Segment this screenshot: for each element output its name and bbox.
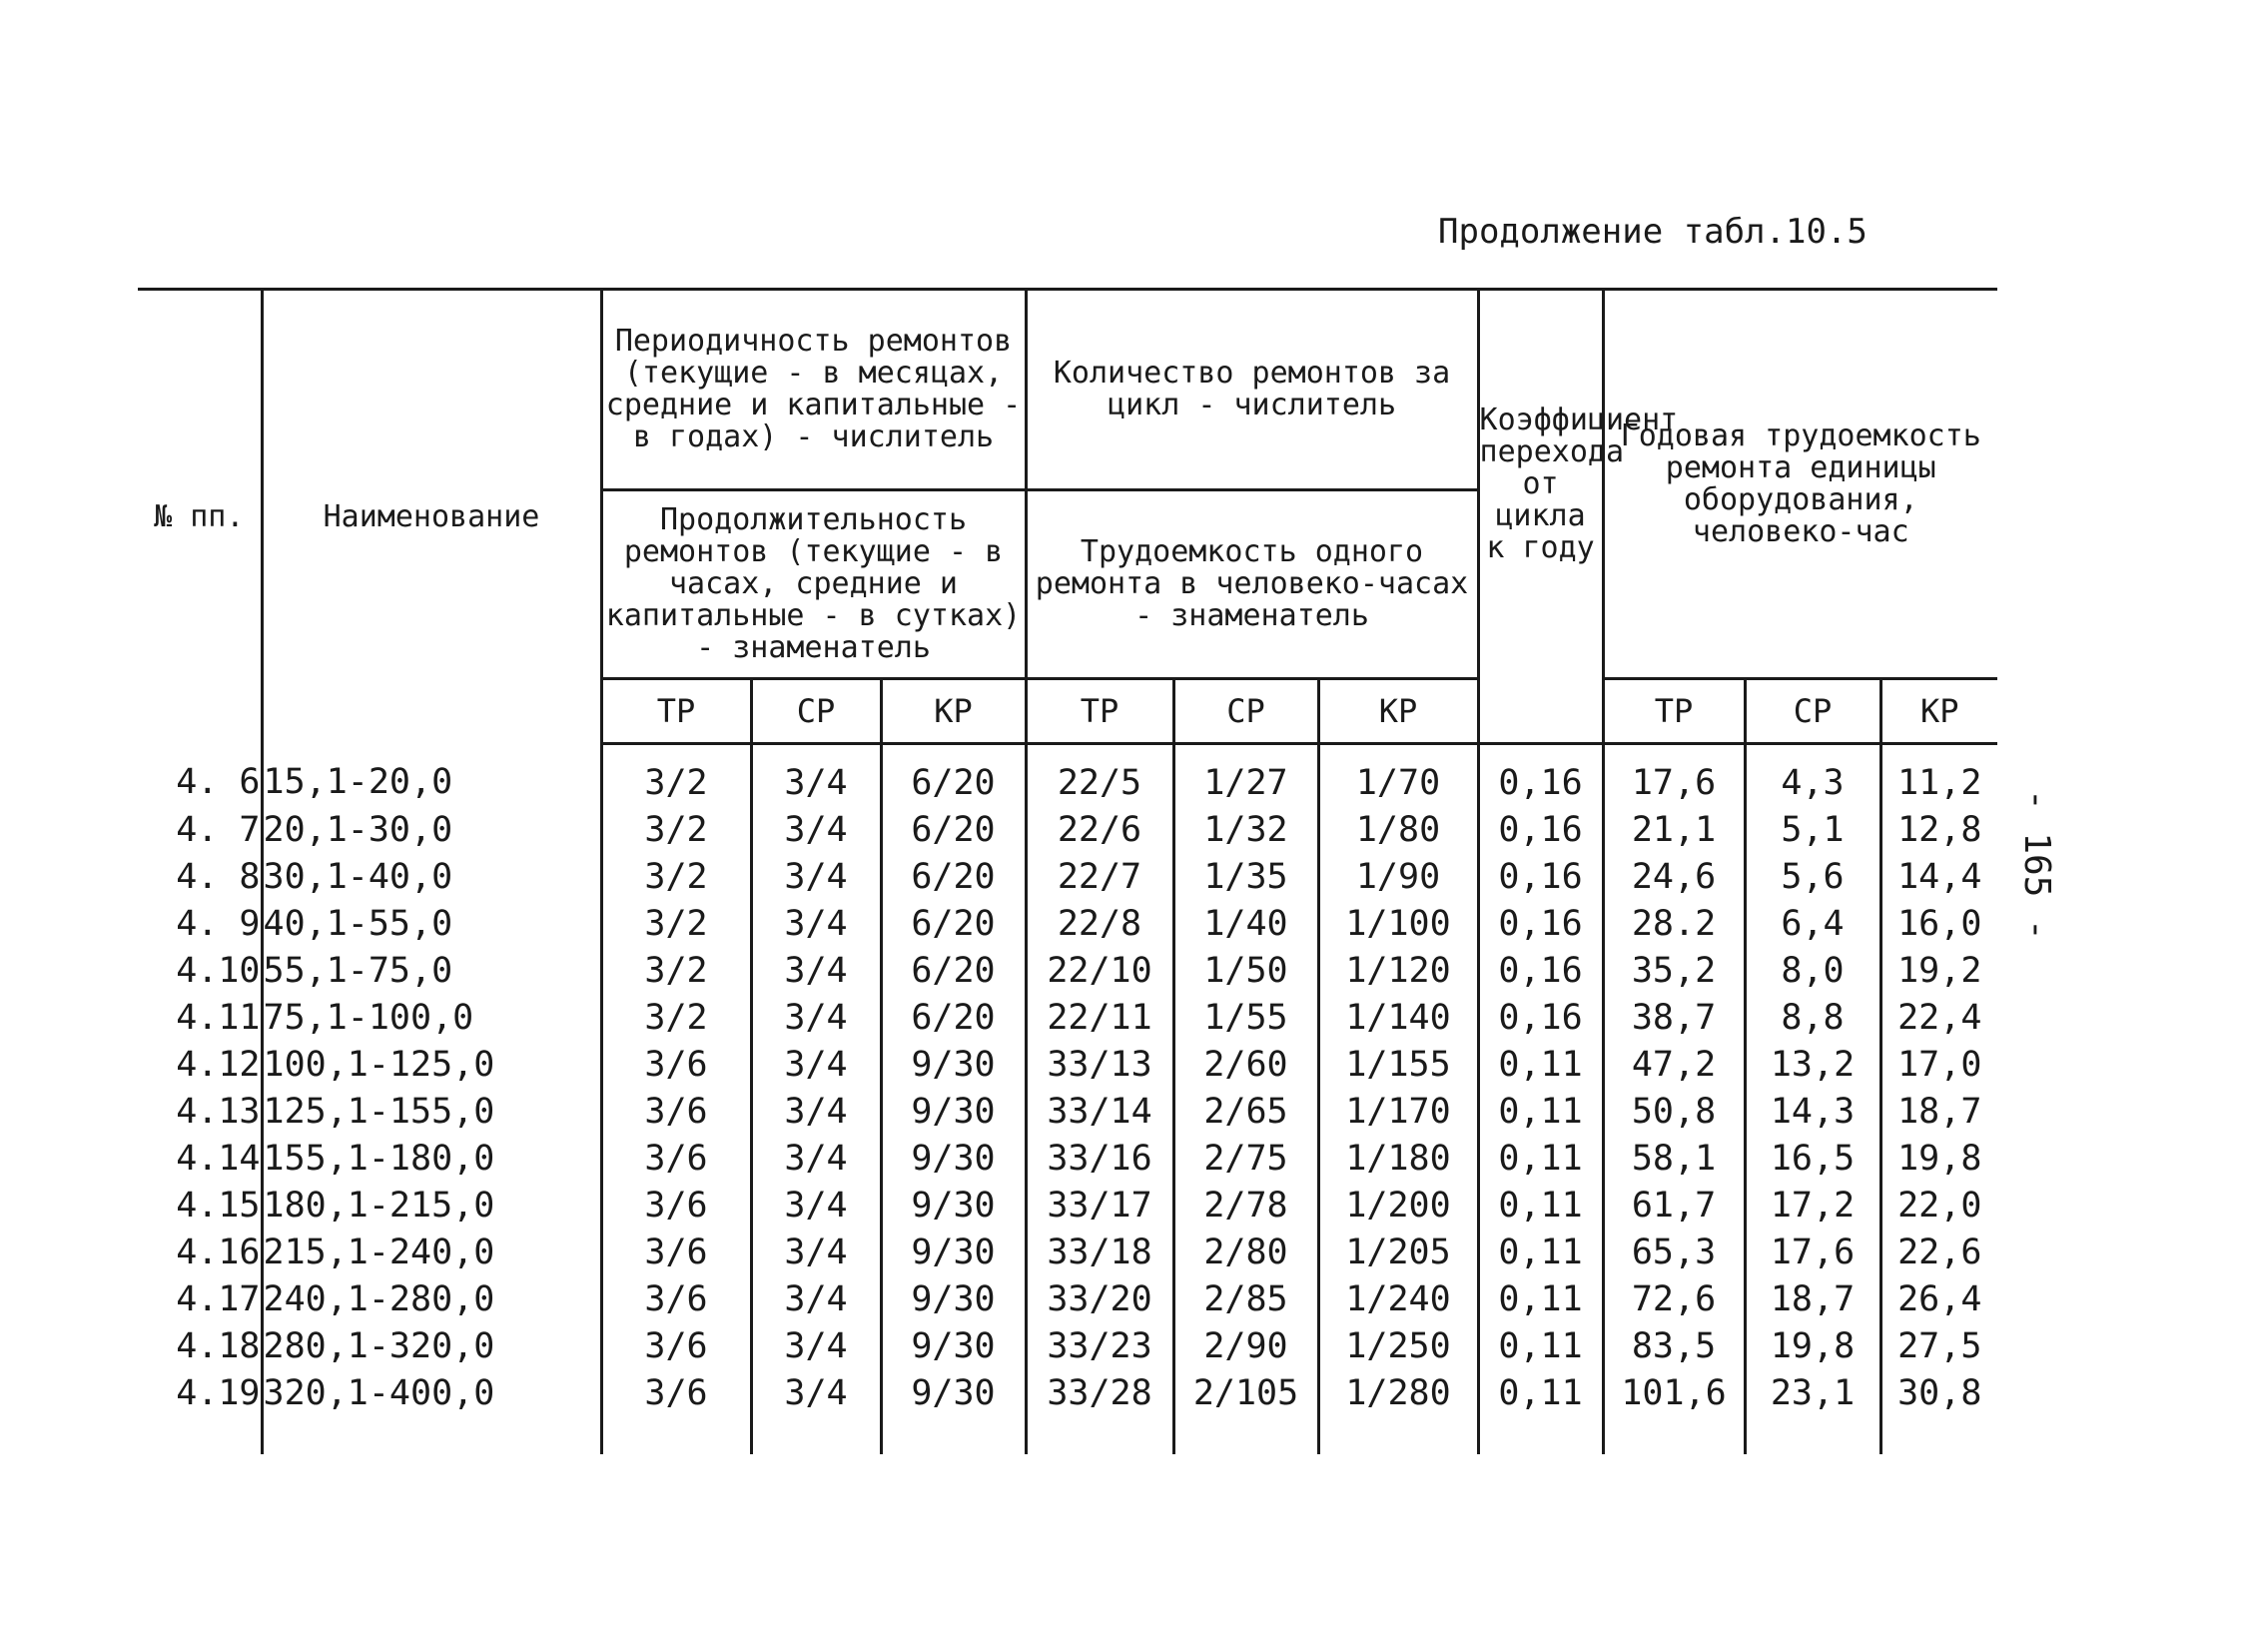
count-sr: 1/35 xyxy=(1173,853,1318,900)
annual-kr: 11,2 xyxy=(1880,744,1997,807)
table-row xyxy=(138,744,1997,807)
table-caption: Продолжение табл.10.5 xyxy=(1438,212,1868,252)
equipment-name: 240,1-280,0 xyxy=(262,1275,601,1322)
periodicity-sr: 3/4 xyxy=(751,947,881,994)
count-kr: 1/90 xyxy=(1318,853,1478,900)
periodicity-kr: 6/20 xyxy=(881,744,1026,807)
periodicity-sr: 3/4 xyxy=(751,994,881,1041)
count-sr: 2/80 xyxy=(1173,1229,1318,1275)
count-kr: 1/250 xyxy=(1318,1322,1478,1369)
annual-sr: 17,2 xyxy=(1745,1182,1880,1229)
periodicity-tr: 3/6 xyxy=(601,1369,751,1454)
annual-tr: 83,5 xyxy=(1603,1322,1745,1369)
coef: 0,16 xyxy=(1478,947,1603,994)
equipment-name: 155,1-180,0 xyxy=(262,1135,601,1182)
header-annual: Годовая трудоемкость ремонта единицы оборудования, человеко-час xyxy=(1603,290,1997,679)
count-tr: 33/28 xyxy=(1026,1369,1173,1454)
header-labor: Трудоемкость одного ремонта в человеко-часах - знаменатель xyxy=(1026,490,1478,679)
annual-kr: 19,2 xyxy=(1880,947,1997,994)
periodicity-sr: 3/4 xyxy=(751,1229,881,1275)
count-tr: 22/6 xyxy=(1026,806,1173,853)
annual-tr: 28.2 xyxy=(1603,900,1745,947)
header-num: № пп. xyxy=(138,290,262,744)
subheader-sr: СР xyxy=(1173,679,1318,744)
periodicity-kr: 6/20 xyxy=(881,853,1026,900)
coef: 0,16 xyxy=(1478,806,1603,853)
table-row xyxy=(138,1275,1997,1322)
count-tr: 22/11 xyxy=(1026,994,1173,1041)
periodicity-kr: 9/30 xyxy=(881,1369,1026,1454)
header-periodicity: Периодичность ремонтов (текущие - в месяцах, средние и капитальные - в годах) - числитель xyxy=(601,290,1026,490)
count-sr: 1/55 xyxy=(1173,994,1318,1041)
coef: 0,11 xyxy=(1478,1275,1603,1322)
table-row xyxy=(138,947,1997,994)
annual-sr: 17,6 xyxy=(1745,1229,1880,1275)
equipment-name: 55,1-75,0 xyxy=(262,947,601,994)
periodicity-tr: 3/2 xyxy=(601,947,751,994)
coef: 0,11 xyxy=(1478,1182,1603,1229)
count-sr: 2/75 xyxy=(1173,1135,1318,1182)
table-row xyxy=(138,853,1997,900)
count-kr: 1/280 xyxy=(1318,1369,1478,1454)
equipment-name: 20,1-30,0 xyxy=(262,806,601,853)
header-duration: Продолжительность ремонтов (текущие - в часах, средние и капитальные - в сутках) - знаменатель xyxy=(601,490,1026,679)
subheader-tr: ТР xyxy=(1603,679,1745,744)
periodicity-tr: 3/6 xyxy=(601,1135,751,1182)
count-sr: 1/27 xyxy=(1173,744,1318,807)
periodicity-sr: 3/4 xyxy=(751,744,881,807)
periodicity-tr: 3/6 xyxy=(601,1229,751,1275)
subheader-kr: КР xyxy=(881,679,1026,744)
periodicity-tr: 3/2 xyxy=(601,744,751,807)
subheader-tr: ТР xyxy=(601,679,751,744)
annual-kr: 27,5 xyxy=(1880,1322,1997,1369)
periodicity-tr: 3/6 xyxy=(601,1088,751,1135)
periodicity-sr: 3/4 xyxy=(751,900,881,947)
periodicity-sr: 3/4 xyxy=(751,1041,881,1088)
periodicity-tr: 3/6 xyxy=(601,1322,751,1369)
periodicity-sr: 3/4 xyxy=(751,1088,881,1135)
row-number: 4. 8 xyxy=(176,856,261,897)
header-name: Наименование xyxy=(262,290,601,744)
annual-tr: 101,6 xyxy=(1603,1369,1745,1454)
count-sr: 2/65 xyxy=(1173,1088,1318,1135)
count-sr: 1/50 xyxy=(1173,947,1318,994)
table-row xyxy=(138,1322,1997,1369)
table-row xyxy=(138,1088,1997,1135)
count-kr: 1/180 xyxy=(1318,1135,1478,1182)
count-kr: 1/120 xyxy=(1318,947,1478,994)
annual-kr: 26,4 xyxy=(1880,1275,1997,1322)
count-kr: 1/240 xyxy=(1318,1275,1478,1322)
periodicity-tr: 3/6 xyxy=(601,1041,751,1088)
annual-tr: 24,6 xyxy=(1603,853,1745,900)
annual-kr: 22,0 xyxy=(1880,1182,1997,1229)
table-row xyxy=(138,900,1997,947)
annual-kr: 30,8 xyxy=(1880,1369,1997,1454)
equipment-name: 320,1-400,0 xyxy=(262,1369,601,1454)
row-number: 4.10 xyxy=(176,950,261,991)
periodicity-kr: 9/30 xyxy=(881,1229,1026,1275)
annual-tr: 65,3 xyxy=(1603,1229,1745,1275)
count-tr: 22/7 xyxy=(1026,853,1173,900)
annual-kr: 12,8 xyxy=(1880,806,1997,853)
annual-sr: 23,1 xyxy=(1745,1369,1880,1454)
coef: 0,16 xyxy=(1478,900,1603,947)
periodicity-kr: 6/20 xyxy=(881,994,1026,1041)
coef: 0,16 xyxy=(1478,744,1603,807)
table-body xyxy=(138,744,1997,1455)
row-number: 4.17 xyxy=(176,1278,261,1319)
subheader-tr: ТР xyxy=(1026,679,1173,744)
row-number: 4.11 xyxy=(176,997,261,1038)
count-kr: 1/140 xyxy=(1318,994,1478,1041)
coef: 0,16 xyxy=(1478,853,1603,900)
periodicity-tr: 3/6 xyxy=(601,1182,751,1229)
count-sr: 1/40 xyxy=(1173,900,1318,947)
annual-tr: 21,1 xyxy=(1603,806,1745,853)
count-sr: 2/90 xyxy=(1173,1322,1318,1369)
periodicity-sr: 3/4 xyxy=(751,1182,881,1229)
annual-sr: 14,3 xyxy=(1745,1088,1880,1135)
annual-tr: 72,6 xyxy=(1603,1275,1745,1322)
count-kr: 1/205 xyxy=(1318,1229,1478,1275)
count-kr: 1/80 xyxy=(1318,806,1478,853)
annual-tr: 38,7 xyxy=(1603,994,1745,1041)
coef: 0,16 xyxy=(1478,994,1603,1041)
periodicity-tr: 3/2 xyxy=(601,900,751,947)
annual-sr: 16,5 xyxy=(1745,1135,1880,1182)
annual-tr: 58,1 xyxy=(1603,1135,1745,1182)
equipment-name: 215,1-240,0 xyxy=(262,1229,601,1275)
periodicity-sr: 3/4 xyxy=(751,1275,881,1322)
count-tr: 22/8 xyxy=(1026,900,1173,947)
annual-tr: 35,2 xyxy=(1603,947,1745,994)
count-kr: 1/170 xyxy=(1318,1088,1478,1135)
equipment-name: 40,1-55,0 xyxy=(262,900,601,947)
annual-kr: 19,8 xyxy=(1880,1135,1997,1182)
table-row xyxy=(138,1229,1997,1275)
annual-kr: 17,0 xyxy=(1880,1041,1997,1088)
annual-kr: 16,0 xyxy=(1880,900,1997,947)
coef: 0,11 xyxy=(1478,1229,1603,1275)
periodicity-tr: 3/6 xyxy=(601,1275,751,1322)
equipment-name: 280,1-320,0 xyxy=(262,1322,601,1369)
count-tr: 33/16 xyxy=(1026,1135,1173,1182)
count-tr: 33/23 xyxy=(1026,1322,1173,1369)
annual-kr: 18,7 xyxy=(1880,1088,1997,1135)
row-number: 4.19 xyxy=(176,1372,261,1413)
subheader-sr: СР xyxy=(751,679,881,744)
row-number: 4.16 xyxy=(176,1232,261,1272)
coef: 0,11 xyxy=(1478,1322,1603,1369)
count-kr: 1/70 xyxy=(1318,744,1478,807)
row-number: 4. 9 xyxy=(176,903,261,944)
count-sr: 2/85 xyxy=(1173,1275,1318,1322)
periodicity-sr: 3/4 xyxy=(751,853,881,900)
table-row xyxy=(138,994,1997,1041)
coef: 0,11 xyxy=(1478,1369,1603,1454)
subheader-coef-blank xyxy=(1478,679,1603,744)
table-row xyxy=(138,1369,1997,1454)
periodicity-tr: 3/2 xyxy=(601,806,751,853)
count-tr: 33/13 xyxy=(1026,1041,1173,1088)
equipment-name: 100,1-125,0 xyxy=(262,1041,601,1088)
periodicity-kr: 6/20 xyxy=(881,806,1026,853)
table-row xyxy=(138,1041,1997,1088)
count-tr: 33/18 xyxy=(1026,1229,1173,1275)
periodicity-kr: 9/30 xyxy=(881,1275,1026,1322)
count-sr: 2/78 xyxy=(1173,1182,1318,1229)
annual-tr: 61,7 xyxy=(1603,1182,1745,1229)
periodicity-tr: 3/2 xyxy=(601,853,751,900)
annual-sr: 5,6 xyxy=(1745,853,1880,900)
annual-sr: 6,4 xyxy=(1745,900,1880,947)
table-row xyxy=(138,1182,1997,1229)
periodicity-kr: 9/30 xyxy=(881,1041,1026,1088)
coef: 0,11 xyxy=(1478,1088,1603,1135)
annual-kr: 14,4 xyxy=(1880,853,1997,900)
periodicity-sr: 3/4 xyxy=(751,1322,881,1369)
annual-sr: 18,7 xyxy=(1745,1275,1880,1322)
equipment-name: 180,1-215,0 xyxy=(262,1182,601,1229)
count-sr: 2/60 xyxy=(1173,1041,1318,1088)
page-number: - 165 - xyxy=(2016,789,2057,941)
periodicity-kr: 9/30 xyxy=(881,1182,1026,1229)
table-row xyxy=(138,806,1997,853)
annual-sr: 19,8 xyxy=(1745,1322,1880,1369)
header-count: Количество ремонтов за цикл - числитель xyxy=(1026,290,1478,490)
periodicity-sr: 3/4 xyxy=(751,1135,881,1182)
annual-tr: 17,6 xyxy=(1603,744,1745,807)
periodicity-sr: 3/4 xyxy=(751,806,881,853)
header-coef: Коэффициент перехода от цикла к году xyxy=(1478,290,1603,679)
periodicity-kr: 6/20 xyxy=(881,900,1026,947)
count-kr: 1/200 xyxy=(1318,1182,1478,1229)
count-tr: 33/20 xyxy=(1026,1275,1173,1322)
annual-kr: 22,4 xyxy=(1880,994,1997,1041)
count-tr: 33/17 xyxy=(1026,1182,1173,1229)
annual-sr: 8,0 xyxy=(1745,947,1880,994)
row-number: 4.13 xyxy=(176,1091,261,1132)
annual-sr: 4,3 xyxy=(1745,744,1880,807)
row-number: 4. 6 xyxy=(176,761,261,802)
equipment-name: 125,1-155,0 xyxy=(262,1088,601,1135)
table-row xyxy=(138,1135,1997,1182)
equipment-name: 75,1-100,0 xyxy=(262,994,601,1041)
row-number: 4. 7 xyxy=(176,809,261,850)
periodicity-kr: 9/30 xyxy=(881,1322,1026,1369)
count-kr: 1/155 xyxy=(1318,1041,1478,1088)
equipment-name: 30,1-40,0 xyxy=(262,853,601,900)
row-number: 4.14 xyxy=(176,1138,261,1179)
count-sr: 2/105 xyxy=(1173,1369,1318,1454)
count-sr: 1/32 xyxy=(1173,806,1318,853)
subheader-kr: КР xyxy=(1318,679,1478,744)
periodicity-kr: 9/30 xyxy=(881,1135,1026,1182)
subheader-sr: СР xyxy=(1745,679,1880,744)
subheader-kr: КР xyxy=(1880,679,1997,744)
row-number: 4.15 xyxy=(176,1185,261,1226)
count-tr: 22/5 xyxy=(1026,744,1173,807)
count-tr: 22/10 xyxy=(1026,947,1173,994)
coef: 0,11 xyxy=(1478,1135,1603,1182)
annual-sr: 13,2 xyxy=(1745,1041,1880,1088)
annual-sr: 5,1 xyxy=(1745,806,1880,853)
periodicity-sr: 3/4 xyxy=(751,1369,881,1454)
coef: 0,11 xyxy=(1478,1041,1603,1088)
annual-kr: 22,6 xyxy=(1880,1229,1997,1275)
periodicity-kr: 6/20 xyxy=(881,947,1026,994)
row-number: 4.18 xyxy=(176,1325,261,1366)
annual-tr: 50,8 xyxy=(1603,1088,1745,1135)
row-number: 4.12 xyxy=(176,1044,261,1085)
periodicity-kr: 9/30 xyxy=(881,1088,1026,1135)
annual-sr: 8,8 xyxy=(1745,994,1880,1041)
annual-tr: 47,2 xyxy=(1603,1041,1745,1088)
equipment-name: 15,1-20,0 xyxy=(262,744,601,807)
repair-table xyxy=(138,288,1997,1454)
count-kr: 1/100 xyxy=(1318,900,1478,947)
count-tr: 33/14 xyxy=(1026,1088,1173,1135)
periodicity-tr: 3/2 xyxy=(601,994,751,1041)
